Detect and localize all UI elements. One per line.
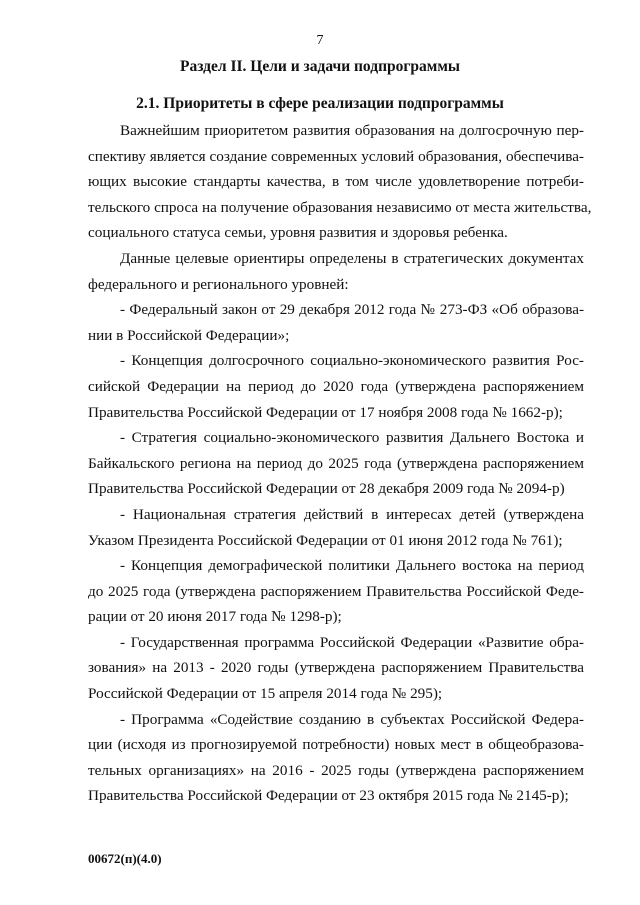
paragraph	[88, 707, 584, 809]
paragraph-line: - Концепция демографической политики Дальнего востока на период	[120, 557, 584, 575]
section-title: Раздел II. Цели и задачи подпрограммы	[179, 58, 460, 75]
paragraph	[88, 297, 584, 348]
document-code: 00672(п)(4.0)	[88, 851, 162, 866]
paragraph-line: до 2025 года (утверждена распоряжением Правительства Российской Феде-	[88, 582, 584, 600]
paragraph-line: - Национальная стратегия действий в интересах детей (утверждена	[120, 505, 584, 523]
document-body	[88, 118, 592, 809]
paragraph	[88, 246, 584, 297]
subsection-title: 2.1. Приоритеты в сфере реализации подпрограммы	[136, 95, 504, 112]
paragraph-line: Правительства Российской Федерации от 17 ноября 2008 года № 1662-р);	[88, 403, 563, 421]
paragraph-line: Данные целевые ориентиры определены в стратегических документах	[120, 249, 584, 267]
paragraph-line: Правительства Российской Федерации от 23 октября 2015 года № 2145-р);	[88, 787, 569, 805]
paragraph-line: сийской Федерации на период до 2020 года (утверждена распоряжением	[88, 377, 584, 395]
paragraph-line: ции (исходя из прогнозируемой потребности) новых мест в общеобразова-	[88, 736, 584, 754]
paragraph	[88, 425, 584, 502]
paragraph-line: - Программа «Содействие созданию в субъектах Российской Федера-	[120, 710, 584, 728]
paragraph-line: рации от 20 июня 2017 года № 1298-р);	[88, 608, 342, 626]
paragraph	[88, 502, 584, 553]
paragraph-line: ющих высокие стандарты качества, в том числе удовлетворение потреби-	[88, 173, 584, 191]
paragraph	[88, 553, 584, 630]
paragraph-line: Важнейшим приоритетом развития образования на долгосрочную пер-	[120, 122, 584, 139]
paragraph-line: - Стратегия социально-экономического развития Дальнего Востока и	[120, 429, 584, 447]
paragraph-line: нии в Российской Федерации»;	[88, 326, 290, 344]
paragraph-line: федерального и регионального уровней:	[88, 275, 349, 293]
paragraph-line: Байкальского региона на период до 2025 года (утверждена распоряжением	[88, 454, 584, 472]
paragraph-line: тельных организациях» на 2016 - 2025 годы (утверждена распоряжением	[88, 761, 584, 779]
paragraph-line: - Государственная программа Российской Федерации «Развитие обра-	[120, 633, 584, 651]
page-number: 7	[316, 33, 324, 48]
paragraph-line: спективу является создание современных условий образования, обеспечива-	[88, 147, 584, 165]
paragraph-line: - Федеральный закон от 29 декабря 2012 года № 273-ФЗ «Об образова-	[120, 301, 584, 319]
paragraph-line: тельского спроса на получение образования независимо от места жительства,	[88, 198, 592, 216]
paragraph-line: зования» на 2013 - 2020 годы (утверждена распоряжением Правительства	[88, 659, 584, 677]
paragraph-line: Правительства Российской Федерации от 28 декабря 2009 года № 2094-р)	[88, 480, 565, 498]
paragraph	[88, 118, 592, 246]
paragraph-line: социального статуса семьи, уровня развития и здоровья ребенка.	[88, 224, 508, 242]
paragraph-line: Указом Президента Российской Федерации от 01 июня 2012 года № 761);	[88, 531, 563, 549]
paragraph-line: - Концепция долгосрочного социально-экономического развития Рос-	[120, 352, 584, 370]
paragraph	[88, 348, 584, 425]
paragraph-line: Российской Федерации от 15 апреля 2014 года № 295);	[88, 685, 443, 703]
paragraph	[88, 630, 584, 707]
